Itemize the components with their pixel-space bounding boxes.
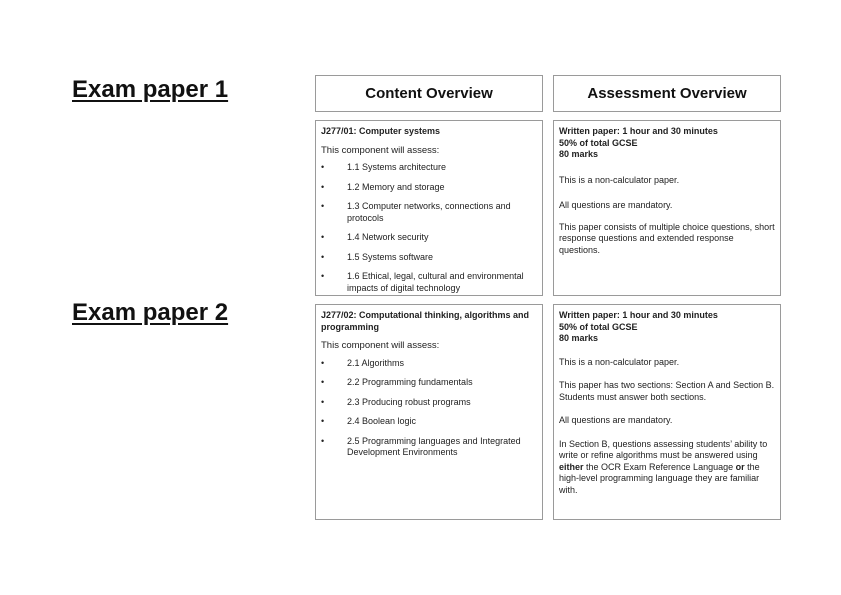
- list-item: • 1.2 Memory and storage: [321, 181, 445, 192]
- bullet-icon: •: [321, 377, 325, 387]
- bullet-icon: •: [321, 232, 325, 242]
- paper-2-duration: Written paper: 1 hour and 30 minutes: [559, 310, 718, 320]
- paper-1-intro: This component will assess:: [321, 144, 440, 156]
- paper-1-weighting: 50% of total GCSE: [559, 137, 638, 148]
- paper-2-sections-note: This paper has two sections: Section A and Section B. Students must answer both sections.: [559, 380, 775, 402]
- exam-paper-2-title: Exam paper 2: [72, 299, 229, 326]
- bullet-icon: •: [321, 271, 325, 281]
- list-item: • 2.4 Boolean logic: [321, 416, 417, 426]
- bullet-icon: •: [321, 435, 325, 446]
- paper-1-structure-note: This paper consists of multiple choice questions, short response questions and extended response questions.: [559, 221, 775, 255]
- paper-2-code-title: J277/02: Computational thinking, algorithms and programming: [321, 310, 530, 332]
- list-item: • 2.5 Programming languages and Integrated Development Environments: [321, 435, 521, 457]
- bullet-icon: •: [321, 416, 325, 426]
- bullet-icon: •: [321, 251, 325, 262]
- list-item: • 2.1 Algorithms: [321, 357, 405, 368]
- paper-1-content-box: [315, 120, 543, 296]
- paper-2-assessment-box: [553, 304, 781, 520]
- paper-1-mandatory-note: All questions are mandatory.: [559, 200, 673, 210]
- exam-paper-1-title: Exam paper 1: [72, 76, 229, 103]
- list-item: • 1.3 Computer networks, connections and protocols: [321, 201, 511, 223]
- bullet-icon: •: [321, 357, 325, 368]
- paper-1-calculator-note: This is a non-calculator paper.: [559, 174, 680, 185]
- list-item: • 2.2 Programming fundamentals: [321, 377, 473, 387]
- paper-1-assessment-box: [553, 120, 781, 296]
- paper-2-mandatory-note: All questions are mandatory.: [559, 415, 673, 425]
- paper-1-duration: Written paper: 1 hour and 30 minutes: [559, 126, 718, 136]
- list-item: • 1.5 Systems software: [321, 251, 434, 262]
- paper-2-weighting: 50% of total GCSE: [559, 321, 638, 332]
- paper-2-intro: This component will assess:: [321, 340, 440, 351]
- paper-2-section-b-note: In Section B, questions assessing students’ ability to write or refine algorithms must be answered using either the OCR Exam Reference Language or the high-level programming language they are familiar with.: [559, 438, 768, 495]
- list-item: • 1.4 Network security: [321, 232, 429, 242]
- content-overview-header: Content Overview: [315, 75, 543, 112]
- paper-2-marks: 80 marks: [559, 333, 599, 343]
- paper-1-marks: 80 marks: [559, 149, 599, 159]
- paper-2-calculator-note: This is a non-calculator paper.: [559, 356, 680, 367]
- list-item: • 2.3 Producing robust programs: [321, 396, 471, 407]
- assessment-overview-header: Assessment Overview: [553, 75, 781, 112]
- paper-1-code-title: J277/01: Computer systems: [321, 126, 441, 136]
- bullet-icon: •: [321, 396, 325, 407]
- paper-2-content-box: [315, 304, 543, 520]
- bullet-icon: •: [321, 181, 325, 192]
- list-item: • 1.6 Ethical, legal, cultural and environmental impacts of digital technology: [321, 271, 524, 293]
- bullet-icon: •: [321, 162, 325, 172]
- paper-2-topic-list: [321, 358, 537, 459]
- paper-1-topic-list: [321, 162, 537, 294]
- list-item: • 1.1 Systems architecture: [321, 162, 447, 172]
- bullet-icon: •: [321, 201, 325, 211]
